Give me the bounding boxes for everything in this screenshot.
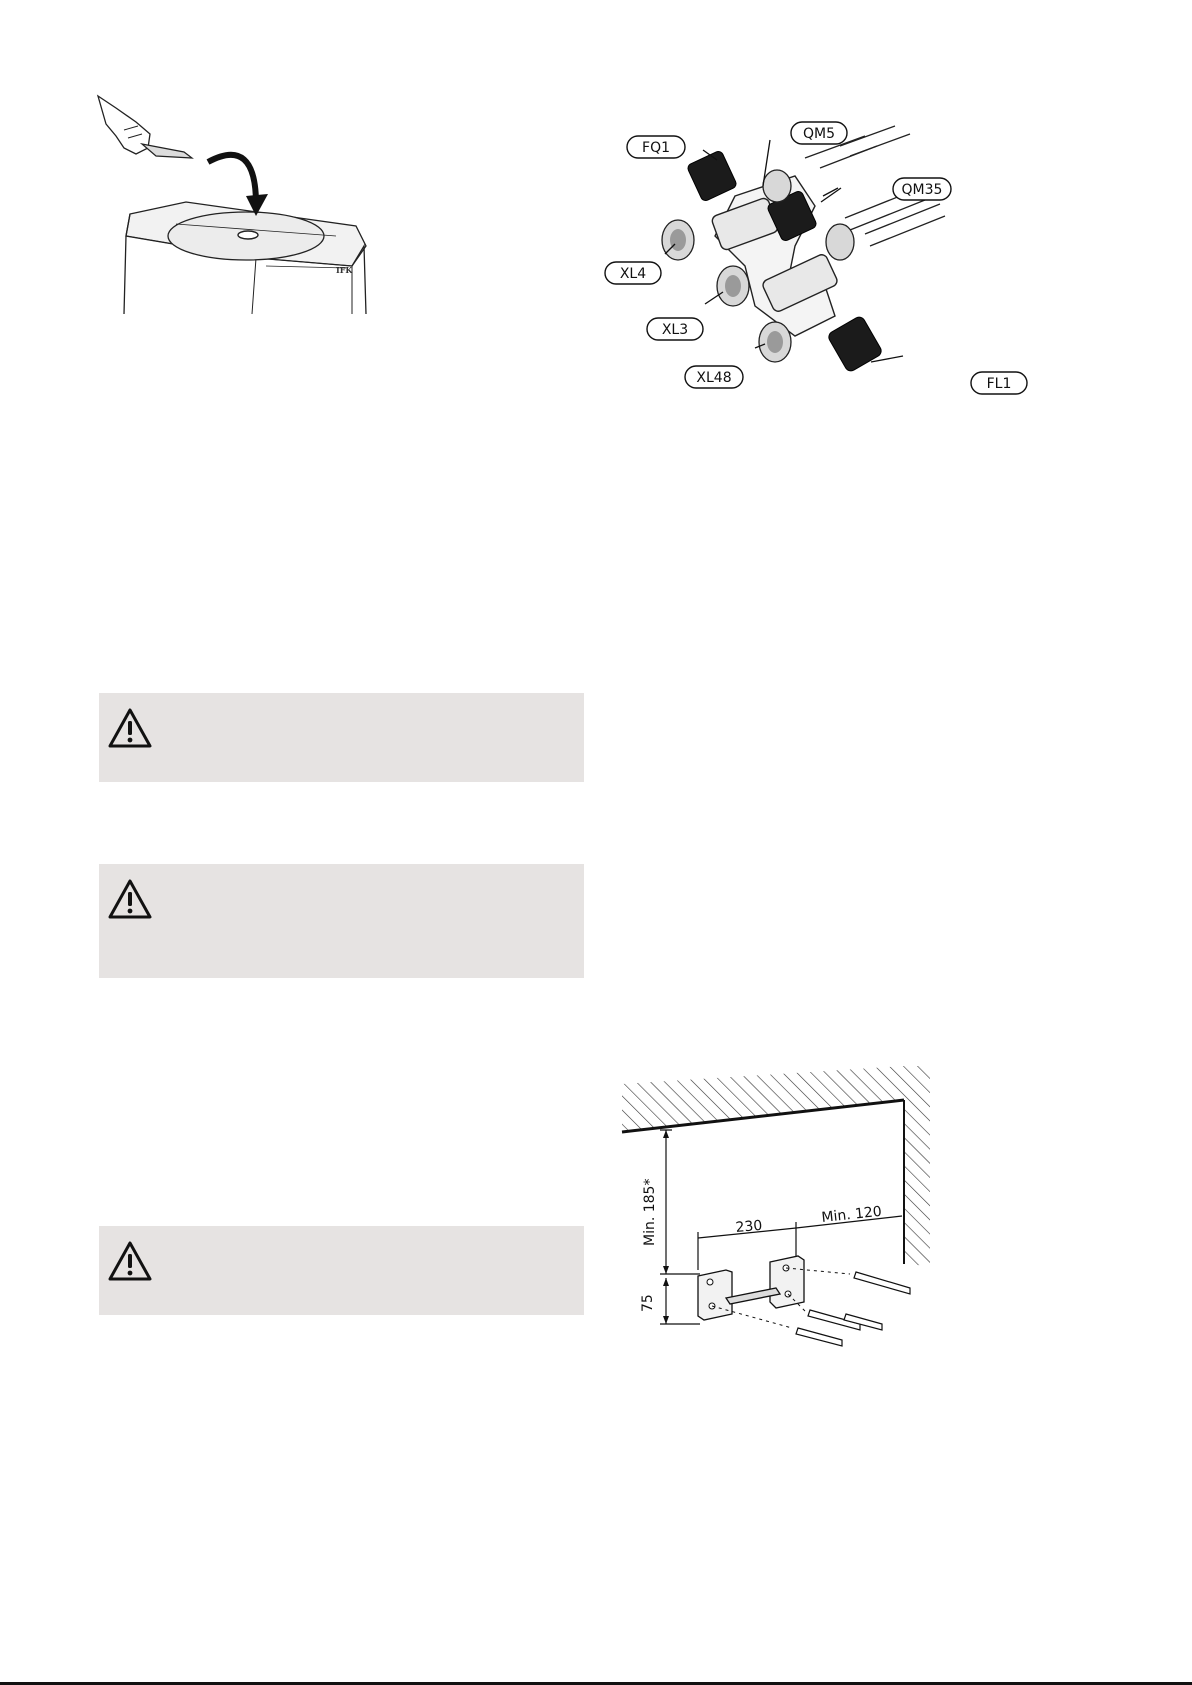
callout-label: FQ1 xyxy=(642,140,670,156)
callout-label: QM35 xyxy=(901,182,943,198)
insulation-cut-illustration xyxy=(96,96,376,318)
warning-box xyxy=(99,864,584,978)
warning-triangle-icon xyxy=(107,1240,153,1282)
warning-box xyxy=(99,1226,584,1315)
dim-width: 230 xyxy=(734,1217,763,1236)
callout-label: XL48 xyxy=(696,370,732,386)
callout-label: XL4 xyxy=(619,266,647,282)
dim-height-min: Min. 185* xyxy=(642,1178,658,1246)
callout-label: FL1 xyxy=(986,376,1012,392)
dim-clearance: Min. 120 xyxy=(820,1203,883,1226)
warning-triangle-icon xyxy=(107,878,153,920)
svg-text:IFK: IFK xyxy=(336,265,353,275)
callout-label: QM5 xyxy=(802,126,836,142)
valve-assembly-illustration xyxy=(619,126,1045,416)
callout-label: XL3 xyxy=(661,322,689,338)
dim-bracket-height: 75 xyxy=(640,1294,656,1312)
wall-bracket-dimension-drawing xyxy=(620,1066,940,1356)
warning-box xyxy=(99,693,584,782)
warning-triangle-icon xyxy=(107,707,153,749)
